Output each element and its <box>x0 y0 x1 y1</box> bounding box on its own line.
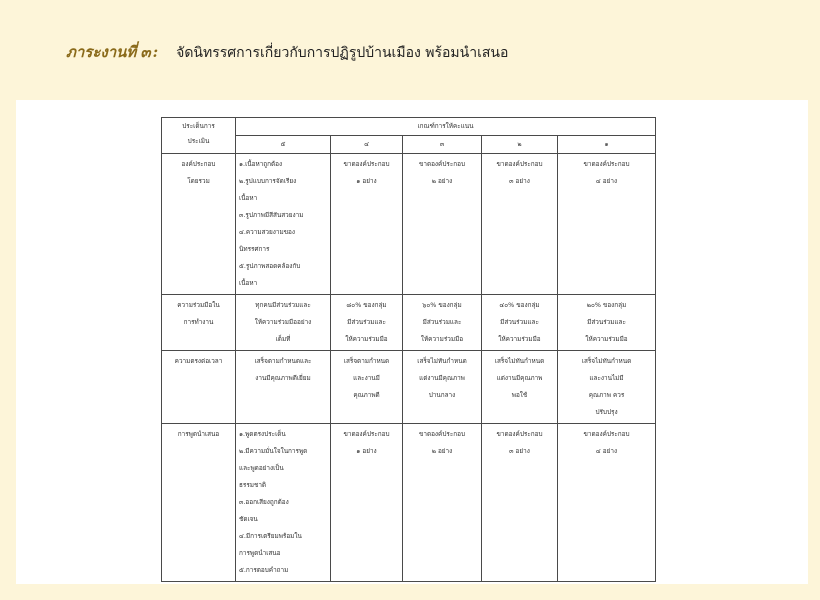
task-number: ๓ <box>140 43 151 61</box>
cell-line: ชัดเจน <box>239 515 258 523</box>
cell-line: ปรับปรุง <box>595 408 618 416</box>
criterion-cell <box>162 424 236 582</box>
criterion-line: องค์ประกอบ <box>181 160 216 168</box>
score-2-header: ๒ <box>482 136 558 154</box>
cell-line: เสร็จไม่ทันกำหนด <box>581 357 632 365</box>
cell-line: ๒ อย่าง <box>431 447 453 455</box>
cell-line: ๕.การตอบคำถาม <box>239 566 289 574</box>
cell-line: คุณภาพ ควร <box>588 391 625 399</box>
cell-line: ขาดองค์ประกอบ <box>418 160 466 168</box>
score-cell <box>331 351 403 424</box>
cell-line: ๖๐% ของกลุ่ม <box>422 301 462 309</box>
cell-line: ขาดองค์ประกอบ <box>496 160 543 168</box>
criterion-line: ความร่วมมือใน <box>177 301 220 309</box>
criterion-cell <box>162 295 236 351</box>
criteria-header-cell <box>162 118 236 154</box>
score-cell <box>403 295 482 351</box>
score-cell <box>236 154 331 295</box>
cell-line: มีส่วนร่วมและ <box>422 318 462 326</box>
header-row <box>162 118 656 136</box>
cell-line: ขาดองค์ประกอบ <box>418 430 466 438</box>
cell-line: ๓ อย่าง <box>509 177 530 185</box>
score-cell <box>482 154 558 295</box>
cell-line: ขาดองค์ประกอบ <box>583 160 630 168</box>
cell-line: ปานกลาง <box>428 391 456 399</box>
cell-line: ๓.ออกเสียงถูกต้อง <box>239 498 289 506</box>
criterion-cell <box>162 154 236 295</box>
score-cell <box>558 154 656 295</box>
cell-line: ๓ อย่าง <box>509 447 530 455</box>
cell-line: ธรรมชาติ <box>239 481 267 489</box>
cell-line: การพูดนำเสนอ <box>239 549 281 557</box>
cell-line: ๔.ความสวยงามของ <box>239 228 296 236</box>
cell-line: แต่งานมีคุณภาพ <box>496 374 543 382</box>
score-3-header: ๓ <box>403 136 482 154</box>
score-cell <box>558 295 656 351</box>
cell-line: ๑ อย่าง <box>356 447 377 455</box>
cell-line: เสร็จไม่ทันกำหนด <box>417 357 467 365</box>
task-colon: : <box>152 43 159 61</box>
cell-line: ให้ความร่วมมืออย่าง <box>254 318 312 326</box>
cell-line: ๒.รูปแบบการจัดเรียง <box>239 177 297 185</box>
score-cell <box>482 351 558 424</box>
cell-line: ขาดองค์ประกอบ <box>343 160 390 168</box>
criteria-header-line: ประเด็นการ <box>182 122 215 130</box>
cell-line: ๔๐% ของกลุ่ม <box>499 301 540 309</box>
task-header <box>66 40 508 64</box>
cell-line: งานมีคุณภาพดีเยี่ยม <box>255 374 311 382</box>
score-cell <box>482 295 558 351</box>
criterion-line: การทำงาน <box>183 318 214 326</box>
score-cell <box>403 154 482 295</box>
cell-line: คุณภาพดี <box>353 391 380 399</box>
table-row <box>162 424 656 582</box>
table-row <box>162 351 656 424</box>
cell-line: มีส่วนร่วมและ <box>587 318 626 326</box>
cell-line: ๓.รูปภาพมีสีสันสวยงาม <box>239 211 304 219</box>
cell-line: ขาดองค์ประกอบ <box>496 430 543 438</box>
score-cell <box>331 295 403 351</box>
cell-line: ให้ความร่วมมือ <box>420 335 464 343</box>
cell-line: มีส่วนร่วมและ <box>347 318 386 326</box>
table-row <box>162 295 656 351</box>
score-5-header: ๕ <box>236 136 331 154</box>
scoring-header-cell: เกณฑ์การให้คะแนน <box>236 118 656 136</box>
score-cell <box>236 351 331 424</box>
cell-line: เนื้อหา <box>239 279 258 287</box>
cell-line: นิทรรศการ <box>239 245 270 253</box>
cell-line: เสร็จไม่ทันกำหนด <box>494 357 545 365</box>
score-4-header: ๔ <box>331 136 403 154</box>
cell-line: ๒.มีความมั่นใจในการพูด <box>239 447 308 455</box>
rubric-table <box>161 117 656 582</box>
criterion-line: การพูดนำเสนอ <box>177 430 220 438</box>
criteria-header-line: ประเมิน <box>187 137 210 145</box>
cell-line: พอใช้ <box>511 391 528 399</box>
cell-line: ๑.พูดตรงประเด็น <box>239 430 286 438</box>
criterion-line: โดยรวม <box>187 177 210 185</box>
score-cell <box>331 424 403 582</box>
rubric-panel <box>16 100 808 584</box>
cell-line: มีส่วนร่วมและ <box>500 318 539 326</box>
criterion-line: ความตรงต่อเวลา <box>174 357 223 365</box>
cell-line: ให้ความร่วมมือ <box>585 335 628 343</box>
score-cell <box>403 424 482 582</box>
cell-line: ๑ อย่าง <box>356 177 377 185</box>
cell-line: ขาดองค์ประกอบ <box>343 430 390 438</box>
cell-line: เต็มที่ <box>275 335 291 343</box>
cell-line: ๕.รูปภาพสอดคล้องกับ <box>239 262 301 270</box>
cell-line: ให้ความร่วมมือ <box>345 335 388 343</box>
cell-line: ๔ อย่าง <box>595 447 618 455</box>
cell-line: เนื้อหา <box>239 194 258 202</box>
criterion-cell <box>162 351 236 424</box>
score-cell <box>558 351 656 424</box>
score-cell <box>236 295 331 351</box>
cell-line: แต่งานมีคุณภาพ <box>419 374 465 382</box>
cell-line: ๒ อย่าง <box>431 177 453 185</box>
cell-line: และพูดอย่างเป็น <box>239 464 284 472</box>
cell-line: ๒๐% ของกลุ่ม <box>586 301 627 309</box>
score-row <box>162 136 656 154</box>
score-cell <box>236 424 331 582</box>
score-cell <box>331 154 403 295</box>
cell-line: ให้ความร่วมมือ <box>498 335 541 343</box>
cell-line: เสร็จตามกำหนด <box>343 357 390 365</box>
table-row <box>162 154 656 295</box>
cell-line: และงานมี <box>353 374 380 382</box>
cell-line: ๔.มีการเตรียมพร้อมใน <box>239 532 302 540</box>
cell-line: และงานไม่มี <box>589 374 624 382</box>
cell-line: ๔ อย่าง <box>595 177 618 185</box>
cell-line: ๘๐% ของกลุ่ม <box>346 301 387 309</box>
rubric-body <box>162 154 656 582</box>
cell-line: ๑.เนื้อหาถูกต้อง <box>239 160 283 168</box>
score-cell <box>403 351 482 424</box>
cell-line: ทุกคนมีส่วนร่วมและ <box>255 301 311 309</box>
task-title: จัดนิทรรศการเกี่ยวกับการปฏิรูปบ้านเมือง พร้อมนำเสนอ <box>176 45 509 61</box>
task-label: ภาระงานที่ <box>66 43 137 61</box>
score-cell <box>482 424 558 582</box>
cell-line: ขาดองค์ประกอบ <box>583 430 630 438</box>
cell-line: เสร็จตามกำหนดและ <box>254 357 312 365</box>
score-cell <box>558 424 656 582</box>
score-1-header: ๑ <box>558 136 656 154</box>
